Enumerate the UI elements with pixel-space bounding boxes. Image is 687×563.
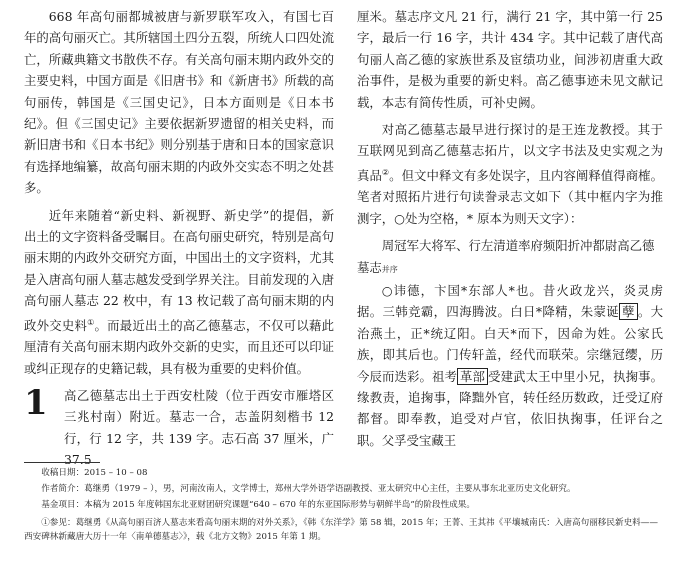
section-number: 1 [24, 383, 48, 424]
footnote-1: ①参见：葛继勇《从高句丽百济人墓志来看高句丽末期的对外关系》，《韩《东洋学》第 58 辑，2015 年；王菁、王其祎《平壤城南氏：入唐高句丽移民新史料——西安碑林新藏唐大历十一年〈南单德墓志〉》，载《北方文物》2015 年第 1 期。 [24, 518, 658, 543]
research-text: 对高乙德墓志最早进行探讨的是王连龙教授。其于互联网见到高乙德墓志拓片，以文字书法及史实观之为真品 [357, 122, 663, 183]
footnote-marker-2[interactable]: ② [381, 167, 390, 177]
intro-text: 668 年高句丽都城被唐与新罗联军攻入，有国七百年的高句丽灭亡。其所辖国土四分五裂，所统人口四处流亡，所藏典籍文书散佚不存。有关高句丽末期内政外交的主要史料，中国方面是《旧唐书》和《新唐书》所载的高句丽传，韩国是《三国史记》，日本方面则是《日本书纪》。但《三国史记》主要依据新罗遗留的相关史料，而新旧唐书和《日本书纪》则分别基于唐和日本的国家意识有选择地编纂，故高句丽末期的内政外交实态不明之处甚多。 [24, 9, 334, 196]
inferred-char-box-1: 孽 [619, 303, 638, 320]
left-column [24, 6, 334, 471]
section-1-text: 高乙德墓志出土于西安杜陵（位于西安市雁塔区三兆村南）附近。墓志一合，志盖阴刻楷书 12 行，行 12 字，共 139 字。志石高 37 厘米，广 37.5 [64, 388, 334, 468]
background-paragraph [24, 205, 334, 379]
right-column [357, 6, 663, 451]
background-text: 近年来随着“新史料、新视野、新史学”的提倡，新出土的文字资料备受瞩目。在高句丽史研究，特别是高句丽末期的内政外交研究方面，中国出土的文字资料，尤其是入唐高句丽人墓志越发受到学界关注。目前发现的入唐高句丽人墓志 22 枚中，有 13 枚记载了高句丽末期的内政外交史料 [24, 207, 334, 333]
inscription-text-a: ○讳德，卞国*东部人*也。昔火政龙兴，炎灵虏据。三韩竞霸，四海腾波。白日*降精，朱蒙诞 [357, 283, 663, 320]
inscription-title-suffix: 并序 [381, 264, 398, 274]
research-paragraph [357, 119, 663, 229]
background-text-rest: 。而最近出土的高乙德墓志，不仅可以藉此厘清有关高句丽末期内政外交新的史实，而且还可以印证或纠正现存的史籍记载，具有极为重要的史料价值。 [24, 317, 335, 376]
author-bio: 作者简介：葛继勇（1979 – ），男，河南汝南人，文学博士，郑州大学外语学语副教授、亚太研究中心主任，主要从事东北亚历史文化研究。 [41, 484, 576, 494]
section-1 [24, 385, 334, 471]
continuation-paragraph: 厘米。墓志序文凡 21 行，满行 21 字，其中第一行 25 字，最后一行 16 字，共计 434 字。其中记载了唐代高句丽人高乙德的家族世系及宦绩功业，间涉初唐重大政治事件，是极为重要的新史料。高乙德事迹未见文献记载，本志有简传性质，可补史阙。 [357, 9, 663, 110]
inferred-char-box-2: 革部 [457, 368, 488, 385]
inscription-text-c: 受建武太王中里小兄，执掬事。缘教责，追掬事，降黜外官，转任经历数政，迁受辽府都督。即奉教，追受对卢官，依旧执掬事，任评台之职。父孚受宝藏王 [357, 368, 664, 448]
inscription-title [357, 235, 663, 280]
research-text-rest: 。但文中释文有多处误字，且内容阐释值得商榷。笔者对照拓片进行句读誊录志文如下（其中框内字为推测字，○处为空格，* 原本为则天文字）： [357, 167, 664, 226]
inscription-title-text: 周冠军大将军、行左清道率府频阳折冲都尉高乙德墓志 [357, 238, 655, 275]
fund-note: 基金项目：本稿为 2015 年度韩国东北亚财团研究课题“640 – 670 年的东亚国际形势与朝鲜半岛”的阶段性成果。 [41, 500, 475, 510]
footnote-divider [24, 462, 100, 463]
inscription-text-b: 。大治燕土，正*统辽阳。白天*而下，因命为姓。公家氏族，即其后也。门传轩盖，经代而联荣。宗继冠缨，历今辰而迭彩。祖考 [357, 304, 664, 384]
received-date: 收稿日期：2015 – 10 – 08 [41, 468, 148, 478]
inscription-body [357, 280, 663, 451]
footnote-marker-1[interactable]: ① [87, 317, 95, 327]
intro-paragraph [24, 6, 334, 199]
